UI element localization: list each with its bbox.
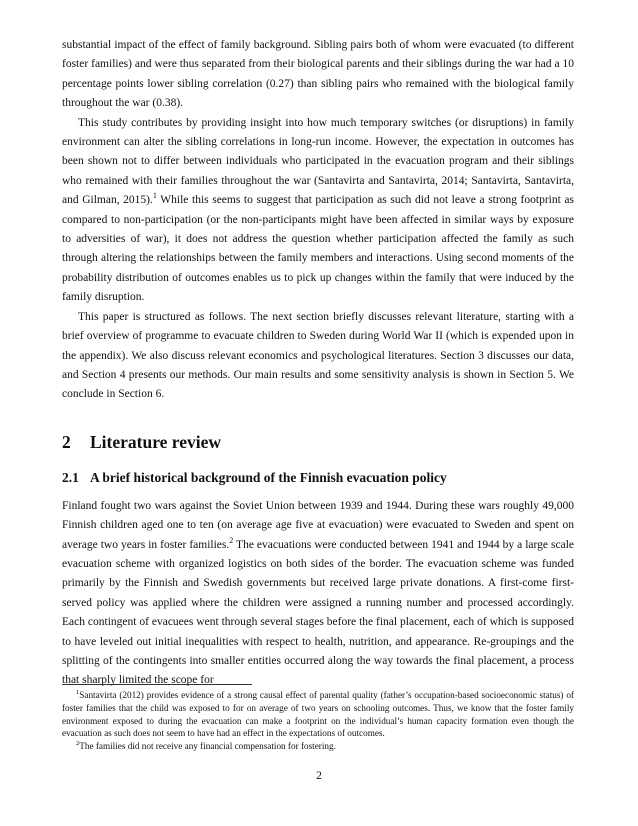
paragraph-contribution-text-a: This study contributes by providing insight into how much temporary switches (or disruptions) in family environment can alter the sibling correlations in long-run income. However, the expectation in outcomes has been shown not to differ between individuals who participated in the evacuation program and their siblings who remained with their families throughout the war (Santavirta and Santavirta, 2014; Santavirta, Santavirta, and Gilman, 2015). <box>62 116 574 207</box>
subsection-title: A brief historical background of the Finnish evacuation policy <box>90 469 447 485</box>
paragraph-structure: This paper is structured as follows. The next section briefly discusses relevant literature, starting with a brief overview of programme to evacuate children to Sweden during World War II (which is expended upon in the appendix). We also discuss relevant economics and psychological literatures. Section 3 discusses our data, and Section 4 presents our methods. Our main results and some sensitivity analysis is shown in Section 5. We conclude in Section 6. <box>62 310 574 401</box>
footnote-mark-2: 2 <box>76 740 80 748</box>
footnote-1-text: Santavirta (2012) provides evidence of a strong causal effect of parental quality (father’s occupation-based socioeconomic status) of foster families that the child was exposed to for on average of two years on schooling outcomes. Thus, we know that the foster family environment exposed to during the evacuation can make a footprint on the individual’s human capacity formation even though the evacuation as such does not seem to have had an effect in the expectations of outcomes. <box>62 690 574 739</box>
section-title: Literature review <box>90 431 222 452</box>
footnote-1 <box>62 689 574 740</box>
footnote-divider <box>62 684 252 685</box>
footnotes <box>62 684 574 753</box>
paragraph-history <box>62 497 574 691</box>
page-number: 2 <box>316 770 322 782</box>
section-heading <box>62 431 574 453</box>
page-body <box>62 36 574 691</box>
subsection-number: 2.1 <box>62 469 79 485</box>
paragraph-history-text-a: Finland fought two wars against the Soviet Union between 1939 and 1944. During these wars roughly 49,000 Finnish children aged one to ten (on average age five at evacuation) were evacuated to Sweden and spent on average two years in foster families. <box>62 499 574 551</box>
footnote-2-text: The families did not receive any financial compensation for fostering. <box>79 741 336 752</box>
paragraph-contribution <box>62 114 574 308</box>
footnote-ref-2[interactable]: 2 <box>229 535 234 545</box>
footnote-mark-1: 1 <box>76 689 80 696</box>
subsection-heading <box>62 469 574 487</box>
paragraph-contribution-text-b: While this seems to suggest that participation as such did not leave a strong footprint as compared to non-participation (or the non-participants might have been affected in similar ways by exposure to adversities of war), it does not address the question whether participation affected the family as such through altering the relationships between the family members and interactions. Using second moments of the probability distribution of outcomes enables us to pick up changes within the family that were induced by the family disruption. <box>62 194 574 304</box>
footnote-2 <box>62 740 574 753</box>
paragraph-history-text-b: The evacuations were conducted between 1941 and 1944 by a large scale evacuation scheme with organized logistics on both sides of the border. The evacuation scheme was funded primarily by the Finnish and Swedish governments but received large private donations. A first-come first-served policy was applied where the children were assigned a running number and processed accordingly. Each contingent of evacuees went through several stages before the final placement, each of which is supposed to have leveled out initial inequalities with respect to health, nutrition, and appearance. Re-groupings and the splitting of the contingents into smaller entities occurred along the way towards the final placement, a process that sharply limited the scope for <box>62 538 574 687</box>
section-number: 2 <box>62 431 71 452</box>
paragraph-continuation: substantial impact of the effect of family background. Sibling pairs both of whom were evacuated (to different foster families) and were thus separated from their biological parents and their siblings during the war had a 10 percentage points lower sibling correlation (0.27) than sibling pairs who remained with the biological family throughout the war (0.38). <box>62 39 574 110</box>
footnote-ref-1[interactable]: 1 <box>152 191 157 201</box>
